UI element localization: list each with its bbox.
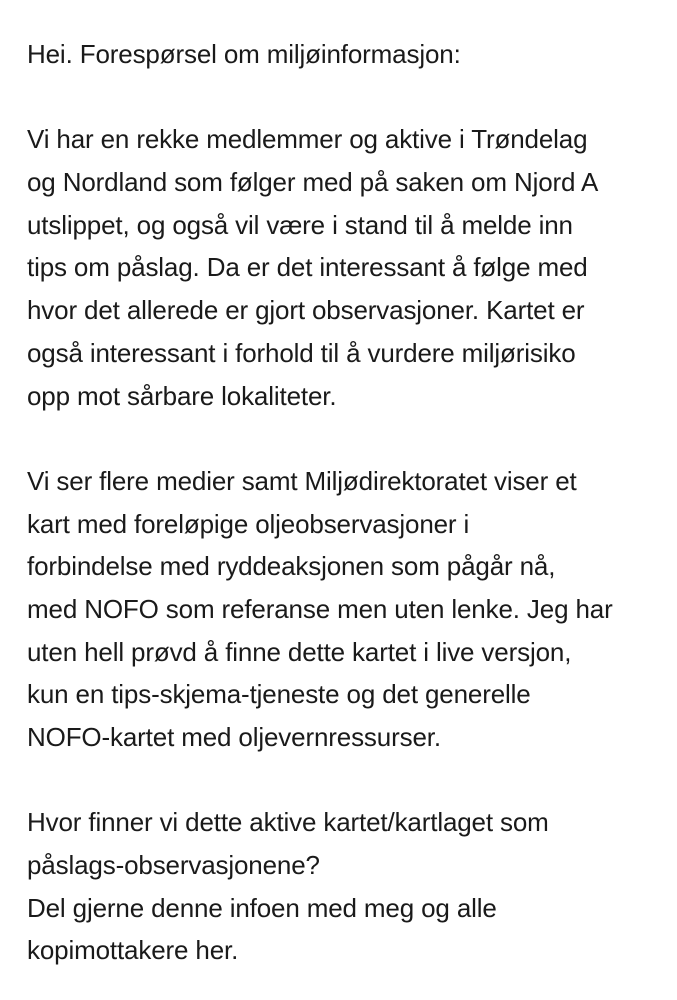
text-line: opp mot sårbare lokaliteter. <box>27 380 337 411</box>
paragraph-2 <box>27 460 657 759</box>
text-line: Vi ser flere medier samt Miljødirektoratet viser et <box>27 465 577 496</box>
paragraph-gap <box>27 76 657 119</box>
text-line: kun en tips-skjema-tjeneste og det generelle <box>27 679 531 710</box>
paragraph-3 <box>27 801 657 972</box>
text-line: utslippet, og også vil være i stand til å melde inn <box>27 209 573 240</box>
text-line: med NOFO som referanse men uten lenke. Jeg har <box>27 593 613 624</box>
text-line: Del gjerne denne infoen med meg og alle <box>27 892 497 923</box>
text-line: hvor det allerede er gjort observasjoner. Kartet er <box>27 295 585 326</box>
text-line: påslags-observasjonene? <box>27 850 320 881</box>
text-line: forbindelse med ryddeaksjonen som pågår nå, <box>27 551 556 582</box>
text-line: og Nordland som følger med på saken om Njord A <box>27 167 599 198</box>
text-line: kopimottakere her. <box>27 935 239 966</box>
paragraph-1 <box>27 118 657 417</box>
greeting-line: Hei. Forespørsel om miljøinformasjon: <box>27 39 461 69</box>
paragraph-gap <box>27 417 657 460</box>
text-line: også interessant i forhold til å vurdere miljørisiko <box>27 337 576 368</box>
text-line: uten hell prøvd å finne dette kartet i live versjon, <box>27 636 572 667</box>
text-line: Hvor finner vi dette aktive kartet/kartlaget som <box>27 807 549 838</box>
text-line: tips om påslag. Da er det interessant å følge med <box>27 252 588 283</box>
text-line: NOFO-kartet med oljevernressurser. <box>27 722 441 752</box>
text-line: Vi har en rekke medlemmer og aktive i Trøndelag <box>27 124 588 155</box>
paragraph-gap <box>27 759 657 802</box>
text-line: kart med foreløpige oljeobservasjoner i <box>27 508 470 539</box>
